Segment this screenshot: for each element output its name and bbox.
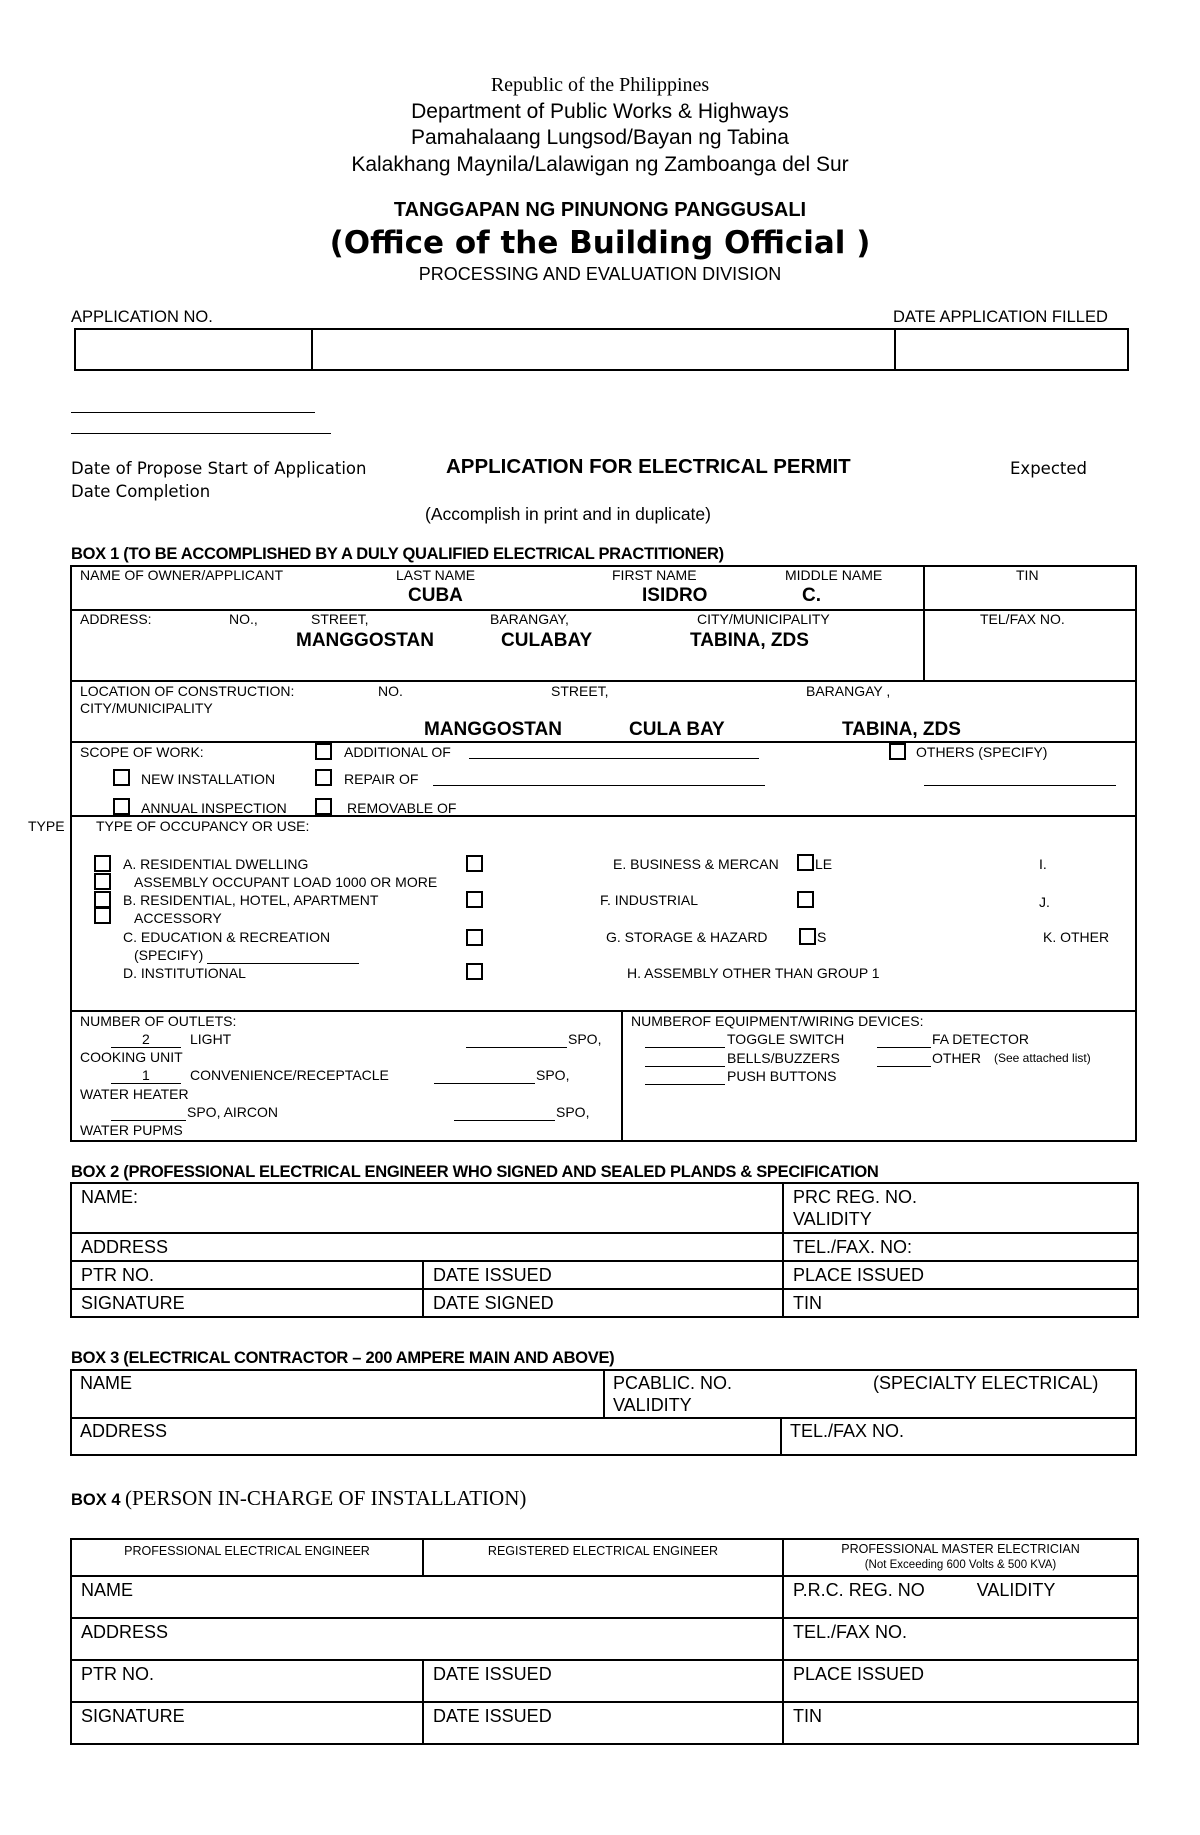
occ-e-checkbox[interactable] <box>466 855 483 872</box>
box4-table <box>70 1538 1139 1745</box>
box2-name-cell[interactable] <box>71 1183 783 1233</box>
owner-first-name[interactable]: ISIDRO <box>642 585 708 606</box>
occ-f-checkbox[interactable] <box>466 891 483 908</box>
division: PROCESSING AND EVALUATION DIVISION <box>418 264 782 284</box>
blank-line[interactable] <box>71 433 331 434</box>
tin-label: TIN <box>1016 567 1039 583</box>
occ-h-checkbox[interactable] <box>466 963 483 980</box>
owner-label: NAME OF OWNER/APPLICANT <box>80 567 284 583</box>
light-line[interactable] <box>111 1047 181 1048</box>
box4-col1-label: PROFESSIONAL ELECTRICAL ENGINEER <box>124 1544 370 1558</box>
start-date-label: Date of Propose Start of Application <box>71 459 367 478</box>
owner-last-name[interactable]: CUBA <box>408 585 463 606</box>
box3-pcab-label[interactable]: PCABLIC. NO. <box>613 1373 733 1393</box>
box2-tin-label: TIN <box>793 1293 823 1313</box>
instruction: (Accomplish in print and in duplicate) <box>425 504 711 524</box>
scope-label: SCOPE OF WORK: <box>80 744 204 760</box>
box4-address-cell[interactable] <box>71 1618 783 1660</box>
box4-name-label: NAME <box>81 1580 134 1600</box>
location-city-label: CITY/MUNICIPALITY <box>80 700 213 716</box>
box3-name-label[interactable]: NAME <box>80 1373 133 1393</box>
occ-accessory-checkbox[interactable] <box>94 907 111 924</box>
box4-place-issued-cell[interactable] <box>783 1660 1138 1702</box>
scope-removable-label: REMOVABLE OF <box>347 800 457 816</box>
scope-repair-line[interactable] <box>433 785 765 786</box>
scope-additional-label: ADDITIONAL OF <box>344 744 451 760</box>
occ-h-label: H. ASSEMBLY OTHER THAN GROUP 1 <box>627 965 880 981</box>
application-no-field[interactable] <box>76 330 309 369</box>
bells-label: BELLS/BUZZERS <box>727 1050 840 1066</box>
other-label: OTHER <box>932 1050 981 1066</box>
convenience-line[interactable] <box>111 1083 181 1084</box>
divider <box>70 1417 1137 1419</box>
water-pumps-spo: SPO, <box>556 1104 590 1120</box>
header-department: Department of Public Works & Highways <box>411 100 789 123</box>
box4-heading-rest: (PERSON IN-CHARGE OF INSTALLATION) <box>124 1486 527 1510</box>
box2-date-issued-label: DATE ISSUED <box>433 1265 552 1285</box>
cooking-unit-label: COOKING UNIT <box>80 1049 183 1065</box>
box4-address-label: ADDRESS <box>81 1622 169 1642</box>
convenience-count[interactable]: 1 <box>142 1067 150 1083</box>
box2-place-issued-cell[interactable] <box>783 1261 1138 1289</box>
occ-e-label: E. BUSINESS & MERCAN <box>613 856 779 872</box>
occ-b-label: B. RESIDENTIAL, HOTEL, APARTMENT <box>123 892 379 908</box>
bells-line[interactable] <box>645 1066 725 1067</box>
occ-assembly-label: ASSEMBLY OCCUPANT LOAD 1000 OR MORE <box>134 874 438 890</box>
water-heater-label: WATER HEATER <box>80 1086 189 1102</box>
box4-col-pme[interactable] <box>783 1539 1138 1576</box>
app-no-label: APPLICATION NO. <box>71 308 213 326</box>
divider <box>70 815 1137 817</box>
box4-signature-label: SIGNATURE <box>81 1706 185 1726</box>
occ-g-checkbox[interactable] <box>466 929 483 946</box>
address-city-label: CITY/MUNICIPALITY <box>697 611 830 627</box>
scope-annual-label: ANNUAL INSPECTION <box>141 800 287 816</box>
location-city[interactable]: TABINA, ZDS <box>842 719 961 740</box>
toggle-label: TOGGLE SWITCH <box>727 1031 845 1047</box>
location-barangay[interactable]: CULA BAY <box>629 719 725 740</box>
occ-i-label: I. <box>1039 856 1047 872</box>
box2-table <box>70 1182 1139 1318</box>
address-street[interactable]: MANGGOSTAN <box>296 630 434 651</box>
application-middle-field[interactable] <box>313 330 892 369</box>
box3-specialty-label: (SPECIALTY ELECTRICAL) <box>873 1373 1099 1393</box>
occ-g-label: G. STORAGE & HAZARD <box>606 929 768 945</box>
occ-k-checkbox[interactable] <box>799 928 816 945</box>
box4-date-issued2-label: DATE ISSUED <box>433 1706 552 1726</box>
box3-validity-label[interactable]: VALIDITY <box>613 1395 692 1415</box>
box2-tin-cell[interactable] <box>783 1289 1138 1317</box>
box4-date-issued-label: DATE ISSUED <box>433 1664 552 1684</box>
address-no-label: NO., <box>229 611 258 627</box>
box4-prc-cell[interactable] <box>783 1576 1138 1618</box>
occ-assembly-checkbox[interactable] <box>94 873 111 890</box>
middle-name-label: MIDDLE NAME <box>785 567 883 583</box>
cooking-line[interactable] <box>466 1047 567 1048</box>
occ-specify-line[interactable] <box>207 963 359 964</box>
box4-signature-cell[interactable] <box>71 1702 423 1744</box>
header-republic: Republic of the Philippines <box>490 74 710 96</box>
occ-j-checkbox[interactable] <box>797 891 814 908</box>
occ-accessory-label: ACCESSORY <box>134 910 222 926</box>
scope-removable-checkbox[interactable] <box>315 798 332 815</box>
box4-prc-label: P.R.C. REG. NO <box>793 1580 925 1600</box>
box2-date-issued-cell[interactable] <box>423 1261 783 1289</box>
header-province: Kalakhang Maynila/Lalawigan ng Zamboanga del Sur <box>351 153 849 176</box>
address-barangay-label: BARANGAY, <box>490 611 569 627</box>
water-pumps-line[interactable] <box>454 1120 555 1121</box>
box4-col-pee[interactable] <box>71 1539 423 1576</box>
occ-specify-label: (SPECIFY) <box>134 947 204 963</box>
scope-additional-checkbox[interactable] <box>315 743 332 760</box>
expected-label: Expected <box>1010 459 1087 478</box>
water-pumps-label: WATER PUPMS <box>80 1122 183 1138</box>
toggle-line[interactable] <box>645 1047 725 1048</box>
box4-heading-bold: BOX 4 <box>71 1491 121 1509</box>
fa-detector-line[interactable] <box>877 1047 931 1048</box>
box4-validity-label: VALIDITY <box>976 1580 1056 1600</box>
box2-name-label: NAME: <box>81 1187 139 1207</box>
box2-signature-label: SIGNATURE <box>81 1293 185 1313</box>
occ-d-label: D. INSTITUTIONAL <box>123 965 246 981</box>
occ-i-checkbox[interactable] <box>797 854 814 871</box>
box4-tin-label: TIN <box>793 1706 822 1726</box>
box2-date-signed-cell[interactable] <box>423 1289 783 1317</box>
box3-divider-top <box>603 1369 605 1417</box>
box4-col3-line2: (Not Exceeding 600 Volts & 500 KVA) <box>864 1559 1057 1571</box>
owner-middle-name[interactable]: C. <box>802 585 821 606</box>
box4-ptr-label: PTR NO. <box>81 1664 155 1684</box>
box4-date-issued2-cell[interactable] <box>423 1702 783 1744</box>
last-name-label: LAST NAME <box>396 567 476 583</box>
scope-others-line[interactable] <box>924 785 1116 786</box>
address-label: ADDRESS: <box>80 611 152 627</box>
occ-f-label: F. INDUSTRIAL <box>600 892 699 908</box>
other-line[interactable] <box>877 1066 931 1067</box>
light-count[interactable]: 2 <box>142 1031 150 1047</box>
box2-ptr-cell[interactable] <box>71 1261 423 1289</box>
box1-heading: BOX 1 (TO BE ACCOMPLISHED BY A DULY QUALIFIED ELECTRICAL PRACTITIONER) <box>71 545 724 563</box>
scope-others-label: OTHERS (SPECIFY) <box>916 744 1048 760</box>
type-side-label: TYPE <box>28 818 65 834</box>
office-tagalog: TANGGAPAN NG PINUNONG PANGGUSALI <box>393 199 807 221</box>
completion-date-label: Date Completion <box>71 482 211 501</box>
scope-repair-checkbox[interactable] <box>315 769 332 786</box>
box2-prc-label: PRC REG. NO. <box>793 1187 918 1207</box>
box4-telfax-cell[interactable] <box>783 1618 1138 1660</box>
push-label: PUSH BUTTONS <box>727 1068 837 1084</box>
office-english: (Office of the Building Official ) <box>329 225 871 261</box>
fa-detector-label: FA DETECTOR <box>932 1031 1029 1047</box>
tin-divider <box>923 565 925 680</box>
box2-ptr-label: PTR NO. <box>81 1265 155 1285</box>
box4-date-issued-cell[interactable] <box>423 1660 783 1702</box>
cooking-spo: SPO, <box>568 1031 602 1047</box>
scope-annual-checkbox[interactable] <box>113 798 130 815</box>
box4-ptr-cell[interactable] <box>71 1660 423 1702</box>
scope-new-checkbox[interactable] <box>113 769 130 786</box>
scope-additional-line[interactable] <box>469 758 759 759</box>
location-barangay-label: BARANGAY , <box>806 683 891 699</box>
box4-telfax-label: TEL./FAX NO. <box>793 1622 908 1642</box>
blank-line[interactable] <box>71 412 315 413</box>
box2-validity-label: VALIDITY <box>793 1209 872 1229</box>
box2-telfax-cell[interactable] <box>783 1233 1138 1261</box>
box2-date-signed-label: DATE SIGNED <box>433 1293 554 1313</box>
water-heater-spo: SPO, <box>536 1067 570 1083</box>
box4-heading <box>71 1486 526 1511</box>
convenience-label: CONVENIENCE/RECEPTACLE <box>190 1067 389 1083</box>
occ-a-checkbox[interactable] <box>94 855 111 872</box>
location-street-label: STREET, <box>551 683 609 699</box>
date-filed-label: DATE APPLICATION FILLED <box>893 308 1108 326</box>
location-label: LOCATION OF CONSTRUCTION: <box>80 683 295 699</box>
location-street[interactable]: MANGGOSTAN <box>424 719 562 740</box>
occ-c-label: C. EDUCATION & RECREATION <box>123 929 331 945</box>
light-label: LIGHT <box>190 1031 232 1047</box>
box2-prc-cell[interactable] <box>783 1183 1138 1233</box>
telfax-label: TEL/FAX NO. <box>980 611 1065 627</box>
push-line[interactable] <box>645 1084 725 1085</box>
box3-address-label[interactable]: ADDRESS <box>80 1421 168 1441</box>
box4-col-ree[interactable] <box>423 1539 783 1576</box>
aircon-line[interactable] <box>111 1120 186 1121</box>
header-municipality: Pamahalaang Lungsod/Bayan ng Tabina <box>411 126 789 149</box>
equipment-label: NUMBEROF EQUIPMENT/WIRING DEVICES: <box>631 1013 924 1029</box>
outlets-divider <box>621 1010 623 1142</box>
box4-col3-line1: PROFESSIONAL MASTER ELECTRICIAN <box>841 1542 1080 1556</box>
occ-b-checkbox[interactable] <box>94 891 111 908</box>
aircon-label: SPO, AIRCON <box>187 1104 279 1120</box>
first-name-label: FIRST NAME <box>612 567 697 583</box>
divider <box>70 741 1137 743</box>
box2-signature-cell[interactable] <box>71 1289 423 1317</box>
occ-a-label: A. RESIDENTIAL DWELLING <box>123 856 309 872</box>
box4-place-issued-label: PLACE ISSUED <box>793 1664 925 1684</box>
form-title: APPLICATION FOR ELECTRICAL PERMIT <box>446 455 851 478</box>
address-barangay[interactable]: CULABAY <box>501 630 593 651</box>
box3-telfax-label[interactable]: TEL./FAX NO. <box>790 1421 905 1441</box>
see-attached-label: (See attached list) <box>994 1051 1091 1065</box>
box4-tin-cell[interactable] <box>783 1702 1138 1744</box>
occ-j-label: J. <box>1039 894 1050 910</box>
occupancy-label: TYPE OF OCCUPANCY OR USE: <box>96 818 310 834</box>
date-filed-field[interactable] <box>896 330 1127 369</box>
box2-telfax-label: TEL./FAX. NO: <box>793 1237 913 1257</box>
occ-e-suffix: LE <box>815 856 833 872</box>
water-heater-line[interactable] <box>434 1083 535 1084</box>
box3-divider-bottom <box>780 1417 782 1456</box>
address-city[interactable]: TABINA, ZDS <box>690 630 809 651</box>
scope-new-label: NEW INSTALLATION <box>141 771 276 787</box>
box2-address-label: ADDRESS <box>81 1237 169 1257</box>
box2-heading: BOX 2 (PROFESSIONAL ELECTRICAL ENGINEER WHO SIGNED AND SEALED PLANDS & SPECIFICATION <box>71 1163 879 1181</box>
scope-repair-label: REPAIR OF <box>344 771 419 787</box>
box2-place-issued-label: PLACE ISSUED <box>793 1265 925 1285</box>
box4-col2-label: REGISTERED ELECTRICAL ENGINEER <box>487 1544 719 1558</box>
box3-heading: BOX 3 (ELECTRICAL CONTRACTOR – 200 AMPERE MAIN AND ABOVE) <box>71 1349 615 1367</box>
divider <box>70 1010 1137 1012</box>
occ-g-suffix: S <box>817 929 827 945</box>
address-street-label: STREET, <box>311 611 369 627</box>
occ-k-label: K. OTHER <box>1043 929 1110 945</box>
box2-address-cell[interactable] <box>71 1233 783 1261</box>
outlets-label: NUMBER OF OUTLETS: <box>80 1013 237 1029</box>
box4-name-cell[interactable] <box>71 1576 783 1618</box>
location-no-label: NO. <box>378 683 403 699</box>
scope-others-checkbox[interactable] <box>889 743 906 760</box>
divider <box>70 680 1137 682</box>
